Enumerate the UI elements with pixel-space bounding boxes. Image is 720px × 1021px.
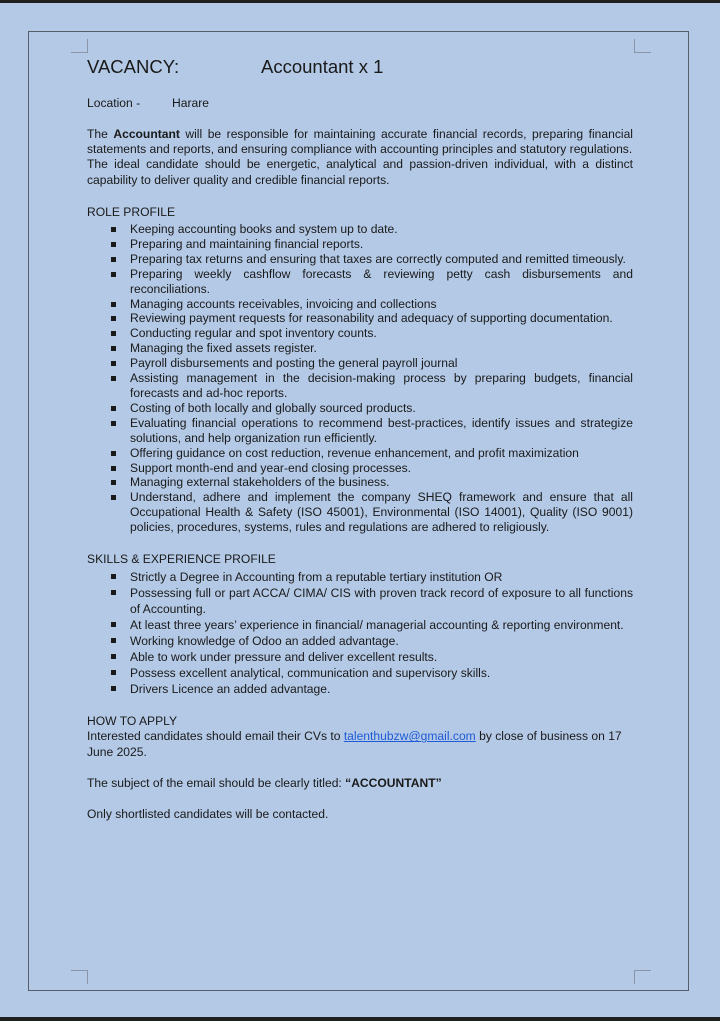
apply-text-before: Interested candidates should email their CVs to [87, 729, 344, 744]
skill-item-text: At least three years’ experience in financial/ managerial accounting & reporting environment. [130, 618, 624, 633]
role-item-text: Keeping accounting books and system up to date. [130, 222, 398, 237]
bullet-icon [111, 686, 116, 691]
role-item-text: Preparing weekly cashflow forecasts & reviewing petty cash disbursements and reconciliations. [130, 266, 633, 296]
role-item [87, 326, 633, 341]
role-item-text: Preparing and maintaining financial reports. [130, 236, 364, 251]
location-label: Location - [87, 96, 141, 110]
document-page [0, 3, 720, 1017]
role-item [87, 341, 633, 356]
document-content [87, 55, 633, 822]
shortlist-note: Only shortlisted candidates will be contacted. [87, 807, 329, 822]
email-subject-note [87, 776, 633, 791]
location-value: Harare [172, 96, 209, 110]
skill-item [87, 633, 633, 649]
how-to-apply-heading: HOW TO APPLY [87, 714, 178, 729]
skill-item-text: Possess excellent analytical, communication and supervisory skills. [130, 666, 491, 681]
role-item-text: Preparing tax returns and ensuring that taxes are correctly computed and remitted timeously. [130, 251, 626, 266]
skill-item-text: Working knowledge of Odoo an added advantage. [130, 634, 399, 649]
skill-item-text: Drivers Licence an added advantage. [130, 682, 331, 697]
bullet-icon [111, 495, 116, 500]
crop-mark-top-left [71, 39, 88, 53]
bullet-icon [111, 466, 116, 471]
role-item [87, 475, 633, 490]
skill-item-text: Possessing full or part ACCA/ CIMA/ CIS with proven track record of exposure to all functions of Accounting. [130, 586, 633, 617]
bullet-icon [111, 302, 116, 307]
skill-item [87, 681, 633, 697]
skill-item [87, 585, 633, 617]
subject-title: “ACCOUNTANT” [345, 775, 442, 790]
role-item-text: Managing external stakeholders of the business. [130, 475, 390, 490]
bullet-icon [111, 361, 116, 366]
apply-deadline: 17 June 2025 [87, 729, 622, 759]
crop-mark-bottom-left [71, 970, 88, 984]
bullet-icon [111, 638, 116, 643]
role-item-text: Understand, adhere and implement the company SHEQ framework and ensure that all Occupational Health & Safety (ISO 45001), Environmental (ISO 14001), Quality (ISO 9001) policies, procedures, systems, rules and regulations are adhered to religiously. [130, 490, 633, 535]
role-item-text: Reviewing payment requests for reasonability and adequacy of supporting documentation. [130, 311, 613, 326]
bullet-icon [111, 227, 116, 232]
role-item [87, 371, 633, 401]
intro-description: will be responsible for maintaining accurate financial records, preparing financial statements and reports, and ensuring compliance with accounting principles and statutory regulations. [87, 127, 633, 157]
bullet-icon [111, 346, 116, 351]
role-item [87, 416, 633, 446]
email-link[interactable]: talenthubzw@gmail.com [343, 729, 476, 744]
bullet-icon [111, 272, 116, 277]
role-item-text: Conducting regular and spot inventory counts. [130, 326, 377, 341]
role-item-text: Managing the fixed assets register. [130, 341, 317, 356]
bullet-icon [111, 480, 116, 485]
bullet-icon [111, 654, 116, 659]
location-row [87, 96, 633, 112]
role-item [87, 237, 633, 252]
bullet-icon [111, 574, 116, 579]
subject-prefix: The subject of the email should be clearly titled: [87, 775, 346, 790]
role-item [87, 446, 633, 461]
apply-instructions [87, 729, 633, 759]
role-item-text: Offering guidance on cost reduction, revenue enhancement, and profit maximization [130, 445, 579, 460]
bullet-icon [111, 376, 116, 381]
bullet-icon [111, 406, 116, 411]
crop-mark-top-right [634, 39, 651, 53]
role-item [87, 401, 633, 416]
role-item-text: Assisting management in the decision-making process by preparing budgets, financial forecasts and ad-hoc reports. [130, 371, 633, 400]
skill-item-text: Able to work under pressure and deliver excellent results. [130, 650, 438, 665]
vacancy-label: VACANCY: [87, 56, 180, 77]
role-item [87, 222, 633, 237]
role-item [87, 252, 633, 267]
role-item [87, 356, 633, 371]
vacancy-header [87, 55, 633, 79]
skill-item-text: Strictly a Degree in Accounting from a reputable tertiary institution OR [130, 570, 503, 585]
apply-text-after: by close of business on [475, 729, 609, 744]
role-item-text: Costing of both locally and globally sourced products. [130, 400, 416, 415]
role-item-text: Payroll disbursements and posting the general payroll journal [130, 356, 458, 371]
role-item [87, 297, 633, 312]
bullet-icon [111, 331, 116, 336]
intro-paragraph-1 [87, 127, 633, 157]
bullet-icon [111, 257, 116, 262]
skill-item [87, 617, 633, 633]
intro-paragraph-2: The ideal candidate should be energetic, analytical and passion-driven individual, with a distinct capability to deliver quality and credible financial reports. [87, 157, 633, 187]
intro-role-name: Accountant [113, 127, 180, 141]
crop-mark-bottom-right [634, 970, 651, 984]
bullet-icon [111, 670, 116, 675]
role-item-text: Evaluating financial operations to recommend best-practices, identify issues and strategize solutions, and help organization run efficiently. [130, 415, 633, 445]
skill-item [87, 665, 633, 681]
bullet-icon [111, 451, 116, 456]
role-profile-heading: ROLE PROFILE [87, 204, 176, 219]
skills-profile-heading: SKILLS & EXPERIENCE PROFILE [87, 552, 276, 567]
role-item [87, 267, 633, 297]
role-item-text: Support month-end and year-end closing processes. [130, 460, 412, 475]
skills-profile-list [87, 569, 633, 697]
intro-prefix: The [87, 127, 114, 141]
bullet-icon [111, 421, 116, 426]
role-item-text: Managing accounts receivables, invoicing and collections [130, 296, 437, 311]
bullet-icon [111, 316, 116, 321]
skill-item [87, 649, 633, 665]
bullet-icon [111, 242, 116, 247]
bullet-icon [111, 622, 116, 627]
role-profile-list [87, 222, 633, 535]
role-item [87, 311, 633, 326]
intro-section [87, 127, 633, 188]
bullet-icon [111, 590, 116, 595]
role-item [87, 490, 633, 535]
skill-item [87, 569, 633, 585]
apply-end: . [143, 744, 147, 759]
role-item [87, 461, 633, 476]
vacancy-title: Accountant x 1 [261, 56, 384, 77]
